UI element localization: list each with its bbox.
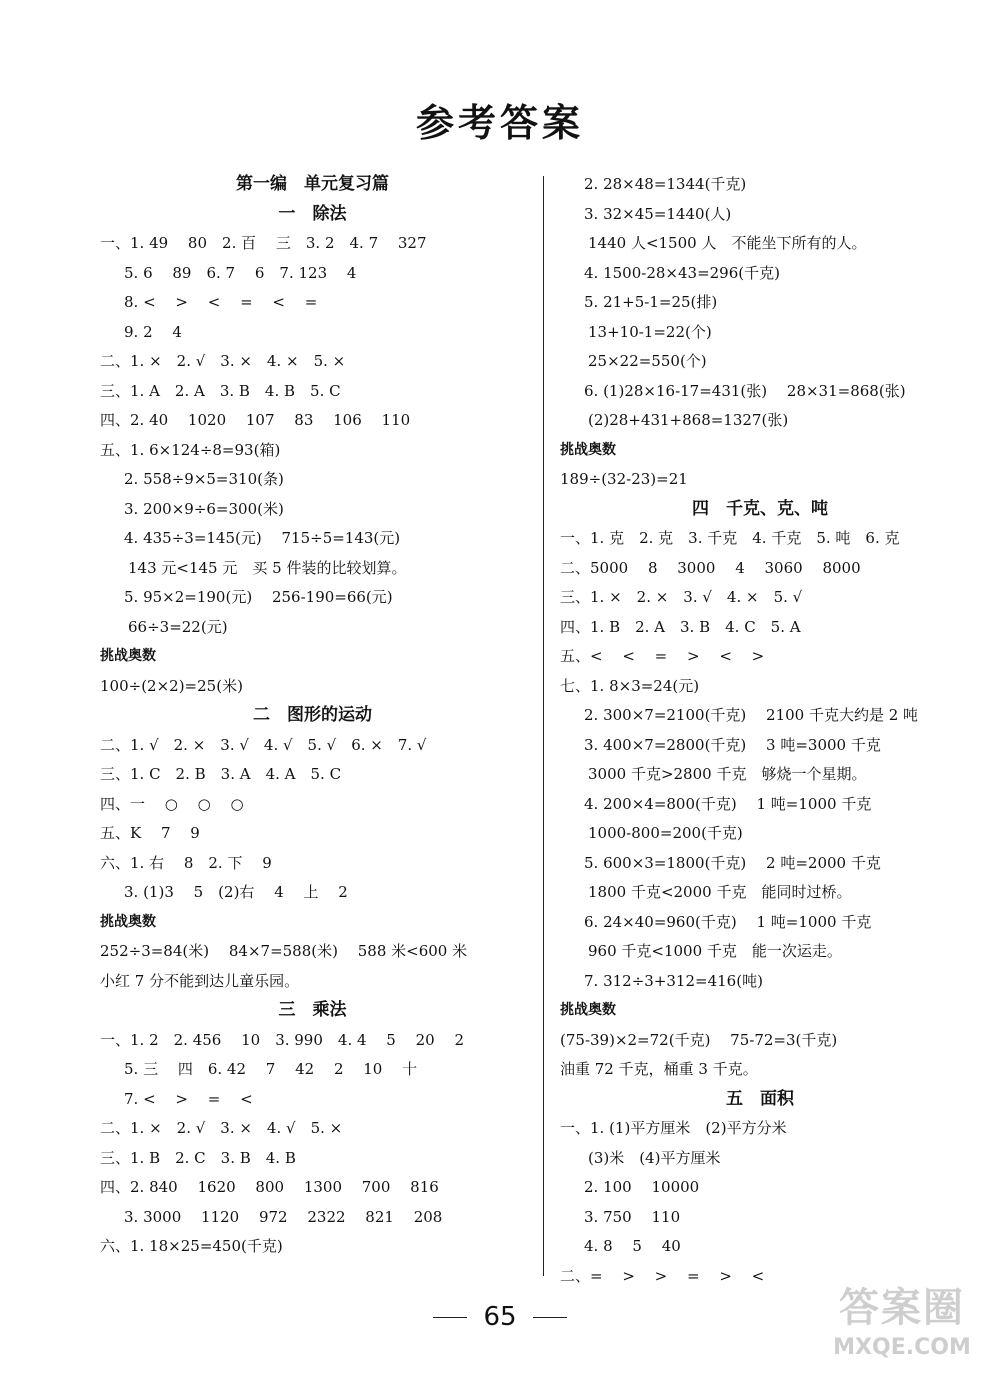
answer-line: 五、K 7 9: [100, 824, 200, 842]
answer-line: 七、1. 8×3=24(元): [560, 676, 700, 695]
answer-line: 2. 100 10000: [584, 1178, 700, 1196]
answer-line: 3. 32×45=1440(人): [584, 204, 732, 223]
answer-line: 1000-800=200(千克): [588, 824, 743, 842]
answer-line: 5. 95×2=190(元) 256-190=66(元): [124, 588, 393, 606]
answer-line: 四、2. 40 1020 107 83 106 110: [100, 411, 411, 429]
answer-line: 油重 72 千克，桶重 3 千克。: [560, 1060, 758, 1078]
answer-line: 25×22=550(个): [588, 352, 707, 370]
page-title: 参考答案: [415, 101, 584, 145]
answer-line: 五、< < = > < >: [560, 647, 765, 665]
subsection-heading: 挑战奥数: [100, 913, 156, 930]
answer-line: 3. 3000 1120 972 2322 821 208: [124, 1207, 443, 1226]
answer-line: 三、1. × 2. × 3. √ 4. × 5. √: [560, 588, 803, 606]
subsection-heading: 挑战奥数: [560, 441, 616, 458]
answer-line: 三、1. B 2. C 3. B 4. B: [100, 1148, 296, 1167]
answer-line: 四、2. 840 1620 800 1300 700 816: [100, 1178, 439, 1196]
answer-line: 189÷(32-23)=21: [560, 470, 688, 488]
watermark-text: 答案圈: [839, 1284, 965, 1331]
section-heading: 一 除法: [278, 203, 347, 224]
answer-line: 三、1. A 2. A 3. B 4. B 5. C: [100, 381, 341, 400]
answer-line: (75-39)×2=72(千克) 75-72=3(千克): [560, 1030, 838, 1049]
answer-line: 4. 200×4=800(千克) 1 吨=1000 千克: [584, 794, 872, 813]
answer-line: (2)28+431+868=1327(张): [588, 411, 789, 429]
left-column: [100, 170, 525, 1262]
section-heading: 四 千克、克、吨: [692, 498, 828, 519]
page-number: 65: [483, 1302, 517, 1332]
answer-line: 960 千克<1000 千克 能一次运走。: [588, 942, 842, 960]
answer-line: 1440 人<1500 人 不能坐下所有的人。: [588, 234, 867, 252]
footer-dash-right: [533, 1317, 567, 1318]
answer-line: 3. (1)3 5 (2)右 4 上 2: [124, 883, 348, 901]
answer-line: 一、1. (1)平方厘米 (2)平方分米: [560, 1119, 787, 1137]
section-heading: 第一编 单元复习篇: [236, 174, 389, 194]
answer-line: 一、1. 2 2. 456 10 3. 990 4. 4 5 20 2: [100, 1030, 465, 1049]
answer-line: 小红 7 分不能到达儿童乐园。: [100, 971, 300, 990]
watermark-logo: [812, 1282, 992, 1372]
subsection-heading: 挑战奥数: [100, 648, 156, 664]
right-column: [560, 170, 960, 1291]
answer-line: 3000 千克>2800 千克 够烧一个星期。: [588, 765, 867, 783]
footer-dash-left: [433, 1317, 467, 1318]
answer-line: 3. 750 110: [584, 1207, 681, 1226]
section-heading: 五 面积: [726, 1088, 794, 1109]
answer-line: 5. 21+5-1=25(排): [584, 293, 718, 311]
watermark-url: MXQE.COM: [833, 1335, 971, 1360]
answer-line: 4. 1500-28×43=296(千克): [584, 263, 780, 282]
answer-line: 六、1. 18×25=450(千克): [100, 1237, 283, 1255]
answer-line: 二、5000 8 3000 4 3060 8000: [560, 558, 861, 577]
answer-line: 3. 400×7=2800(千克) 3 吨=3000 千克: [584, 735, 881, 754]
answer-line: 9. 2 4: [124, 322, 182, 341]
answer-line: 5. 600×3=1800(千克) 2 吨=2000 千克: [584, 853, 881, 872]
answer-line: 66÷3=22(元): [128, 617, 228, 636]
answer-line: 5. 6 89 6. 7 6 7. 123 4: [124, 263, 357, 282]
answer-line: 2. 558÷9×5=310(条): [124, 470, 284, 488]
answer-line: 四、1. B 2. A 3. B 4. C 5. A: [560, 617, 801, 636]
answer-line: 2. 28×48=1344(千克): [584, 175, 747, 193]
answer-line: 100÷(2×2)=25(米): [100, 676, 243, 695]
section-heading: 三 乘法: [278, 1000, 347, 1020]
answer-line: 一、1. 49 80 2. 百 三 3. 2 4. 7 327: [100, 234, 427, 252]
answer-line: 2. 300×7=2100(千克) 2100 千克大约是 2 吨: [584, 706, 919, 724]
answer-line: 二、1. × 2. √ 3. × 4. √ 5. ×: [100, 1119, 343, 1137]
answer-line: 13+10-1=22(个): [588, 322, 712, 341]
answer-line: 252÷3=84(米) 84×7=588(米) 588 米<600 米: [100, 942, 468, 960]
answer-line: 6. (1)28×16-17=431(张) 28×31=868(张): [584, 381, 906, 400]
answer-line: 1800 千克<2000 千克 能同时过桥。: [588, 883, 852, 901]
answer-line: 5. 三 四 6. 42 7 42 2 10 十: [124, 1060, 418, 1078]
answer-line: 四、一 ○ ○ ○: [100, 794, 244, 813]
answer-line: 143 元<145 元 买 5 件装的比较划算。: [128, 558, 407, 577]
column-divider: [543, 176, 544, 1276]
answer-line: 二、= > > = > <: [560, 1266, 765, 1285]
answer-line: 二、1. √ 2. × 3. √ 4. √ 5. √ 6. × 7. √: [100, 735, 427, 754]
answer-line: 6. 24×40=960(千克) 1 吨=1000 千克: [584, 912, 872, 931]
answer-line: 六、1. 右 8 2. 下 9: [100, 853, 272, 872]
answer-line: 3. 200×9÷6=300(米): [124, 499, 284, 518]
answer-line: 一、1. 克 2. 克 3. 千克 4. 千克 5. 吨 6. 克: [560, 529, 900, 547]
answer-line: 五、1. 6×124÷8=93(箱): [100, 440, 281, 459]
section-heading: 二 图形的运动: [253, 705, 372, 725]
answer-line: 4. 8 5 40: [584, 1237, 681, 1255]
answer-line: 8. < > < = < =: [124, 293, 318, 311]
answer-line: 4. 435÷3=145(元) 715÷5=143(元): [124, 529, 401, 547]
answer-line: (3)米 (4)平方厘米: [588, 1148, 721, 1167]
subsection-heading: 挑战奥数: [560, 1002, 616, 1018]
answer-line: 7. 312÷3+312=416(吨): [584, 971, 763, 990]
answer-line: 三、1. C 2. B 3. A 4. A 5. C: [100, 765, 342, 783]
answer-line: 二、1. × 2. √ 3. × 4. × 5. ×: [100, 352, 346, 370]
answer-line: 7. < > = <: [124, 1089, 253, 1108]
